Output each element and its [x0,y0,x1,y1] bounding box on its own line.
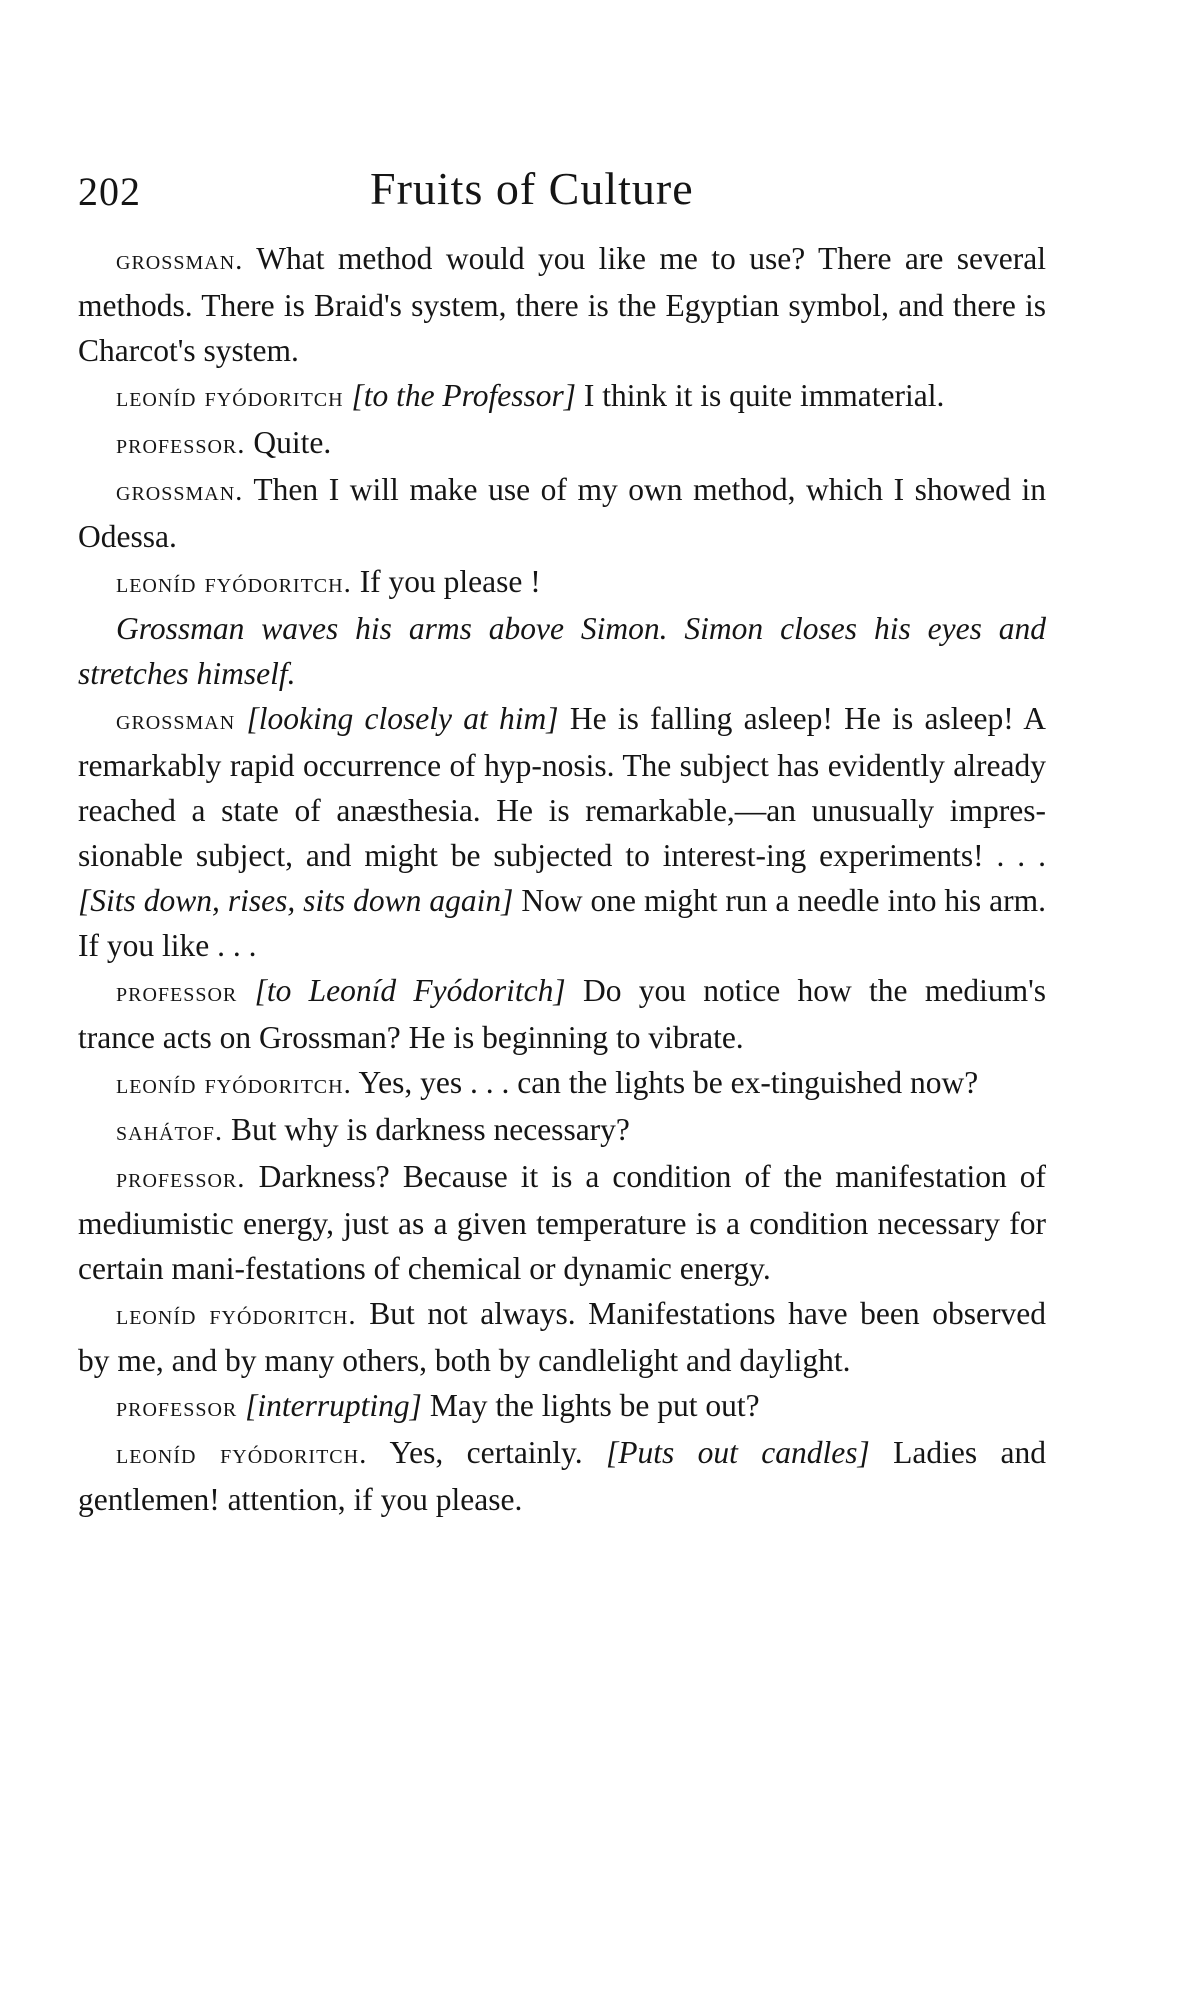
dialogue-line: He is falling asleep! He is asleep! A remarkably rapid occurrence of hyp-nosis. The subject has evidently already reached a state of anæsthesia. He is remarkable,—an unusually impres-sionable subject, and might be subjected to interest-ing experiments! . . . [78,701,1046,873]
speaker-name: grossman. [116,475,244,507]
dialogue-paragraph [78,1383,1046,1430]
speaker-name: leoníd fyódoritch. [116,1438,368,1470]
book-page [78,160,1046,1960]
dialogue-line: Ladies and gentlemen! attention, if you please. [78,1435,1046,1517]
dialogue-paragraph [78,696,1046,968]
dialogue-line: What method would you like me to use? There are several methods. There is Braid's system, there is the Egyptian symbol, and there is Charcot's system. [78,241,1046,368]
dialogue-line: But why is darkness necessary? [223,1112,630,1147]
speaker-name: professor. [116,428,246,460]
dialogue-line: Then I will make use of my own method, which I showed in Odessa. [78,472,1046,554]
speaker-name: professor. [116,1162,246,1194]
speaker-name: leoníd fyódoritch. [116,567,352,599]
speaker-name: grossman. [116,244,244,276]
stage-direction-paragraph [78,606,1046,696]
speaker-name: sahátof. [116,1115,224,1147]
speaker-name: leoníd fyódoritch. [116,1068,352,1100]
speaker-name: grossman [116,704,236,736]
dialogue-line: May the lights be put out? [421,1388,760,1423]
stage-direction: [interrupting] [245,1388,422,1423]
dialogue-paragraph [78,467,1046,559]
dialogue-paragraph [78,1060,1046,1107]
dialogue-text [78,236,1046,1522]
dialogue-line: If you please ! [351,564,541,599]
stage-direction: [to the Professor] [351,378,577,413]
running-title: Fruits of Culture [370,163,694,214]
stage-direction: [Puts out candles] [606,1435,870,1470]
dialogue-paragraph [78,236,1046,373]
dialogue-line: Darkness? Because it is a condition of the manifestation of mediumistic energy, just as a given temperature is a condition necessary for certain mani-festations of chemical or dynamic energy. [78,1159,1046,1286]
dialogue-line: Yes, yes . . . can the lights be ex-tinguished now? [351,1065,979,1100]
speaker-name: professor [116,1391,238,1423]
stage-direction: [Sits down, rises, sits down again] [78,883,514,918]
stage-direction: [to Leoníd Fyódoritch] [254,973,566,1008]
speaker-name: professor [116,976,238,1008]
dialogue-line: But not always. Manifestations have been observed by me, and by many others, both by candlelight and daylight. [78,1296,1046,1378]
dialogue-paragraph [78,1291,1046,1383]
stage-direction: Grossman waves his arms above Simon. Simon closes his eyes and stretches himself. [78,611,1046,691]
dialogue-line: Quite. [245,425,332,460]
dialogue-line: Now one might run a needle into his arm. If you like . . . [78,883,1046,963]
dialogue-line: I think it is quite immaterial. [576,378,945,413]
dialogue-paragraph [78,373,1046,420]
stage-direction: [looking closely at him] [246,701,559,736]
dialogue-paragraph [78,1154,1046,1291]
dialogue-paragraph [78,1430,1046,1522]
dialogue-line: Yes, certainly. [367,1435,607,1470]
speaker-name: leoníd fyódoritch [116,381,344,413]
page-number: 202 [78,169,141,214]
speaker-name: leoníd fyódoritch. [116,1299,357,1331]
dialogue-paragraph [78,420,1046,467]
page-header [78,160,1046,230]
dialogue-paragraph [78,1107,1046,1154]
dialogue-paragraph [78,968,1046,1060]
dialogue-line: Do you notice how the medium's trance acts on Grossman? He is beginning to vibrate. [78,973,1047,1055]
dialogue-paragraph [78,559,1046,606]
